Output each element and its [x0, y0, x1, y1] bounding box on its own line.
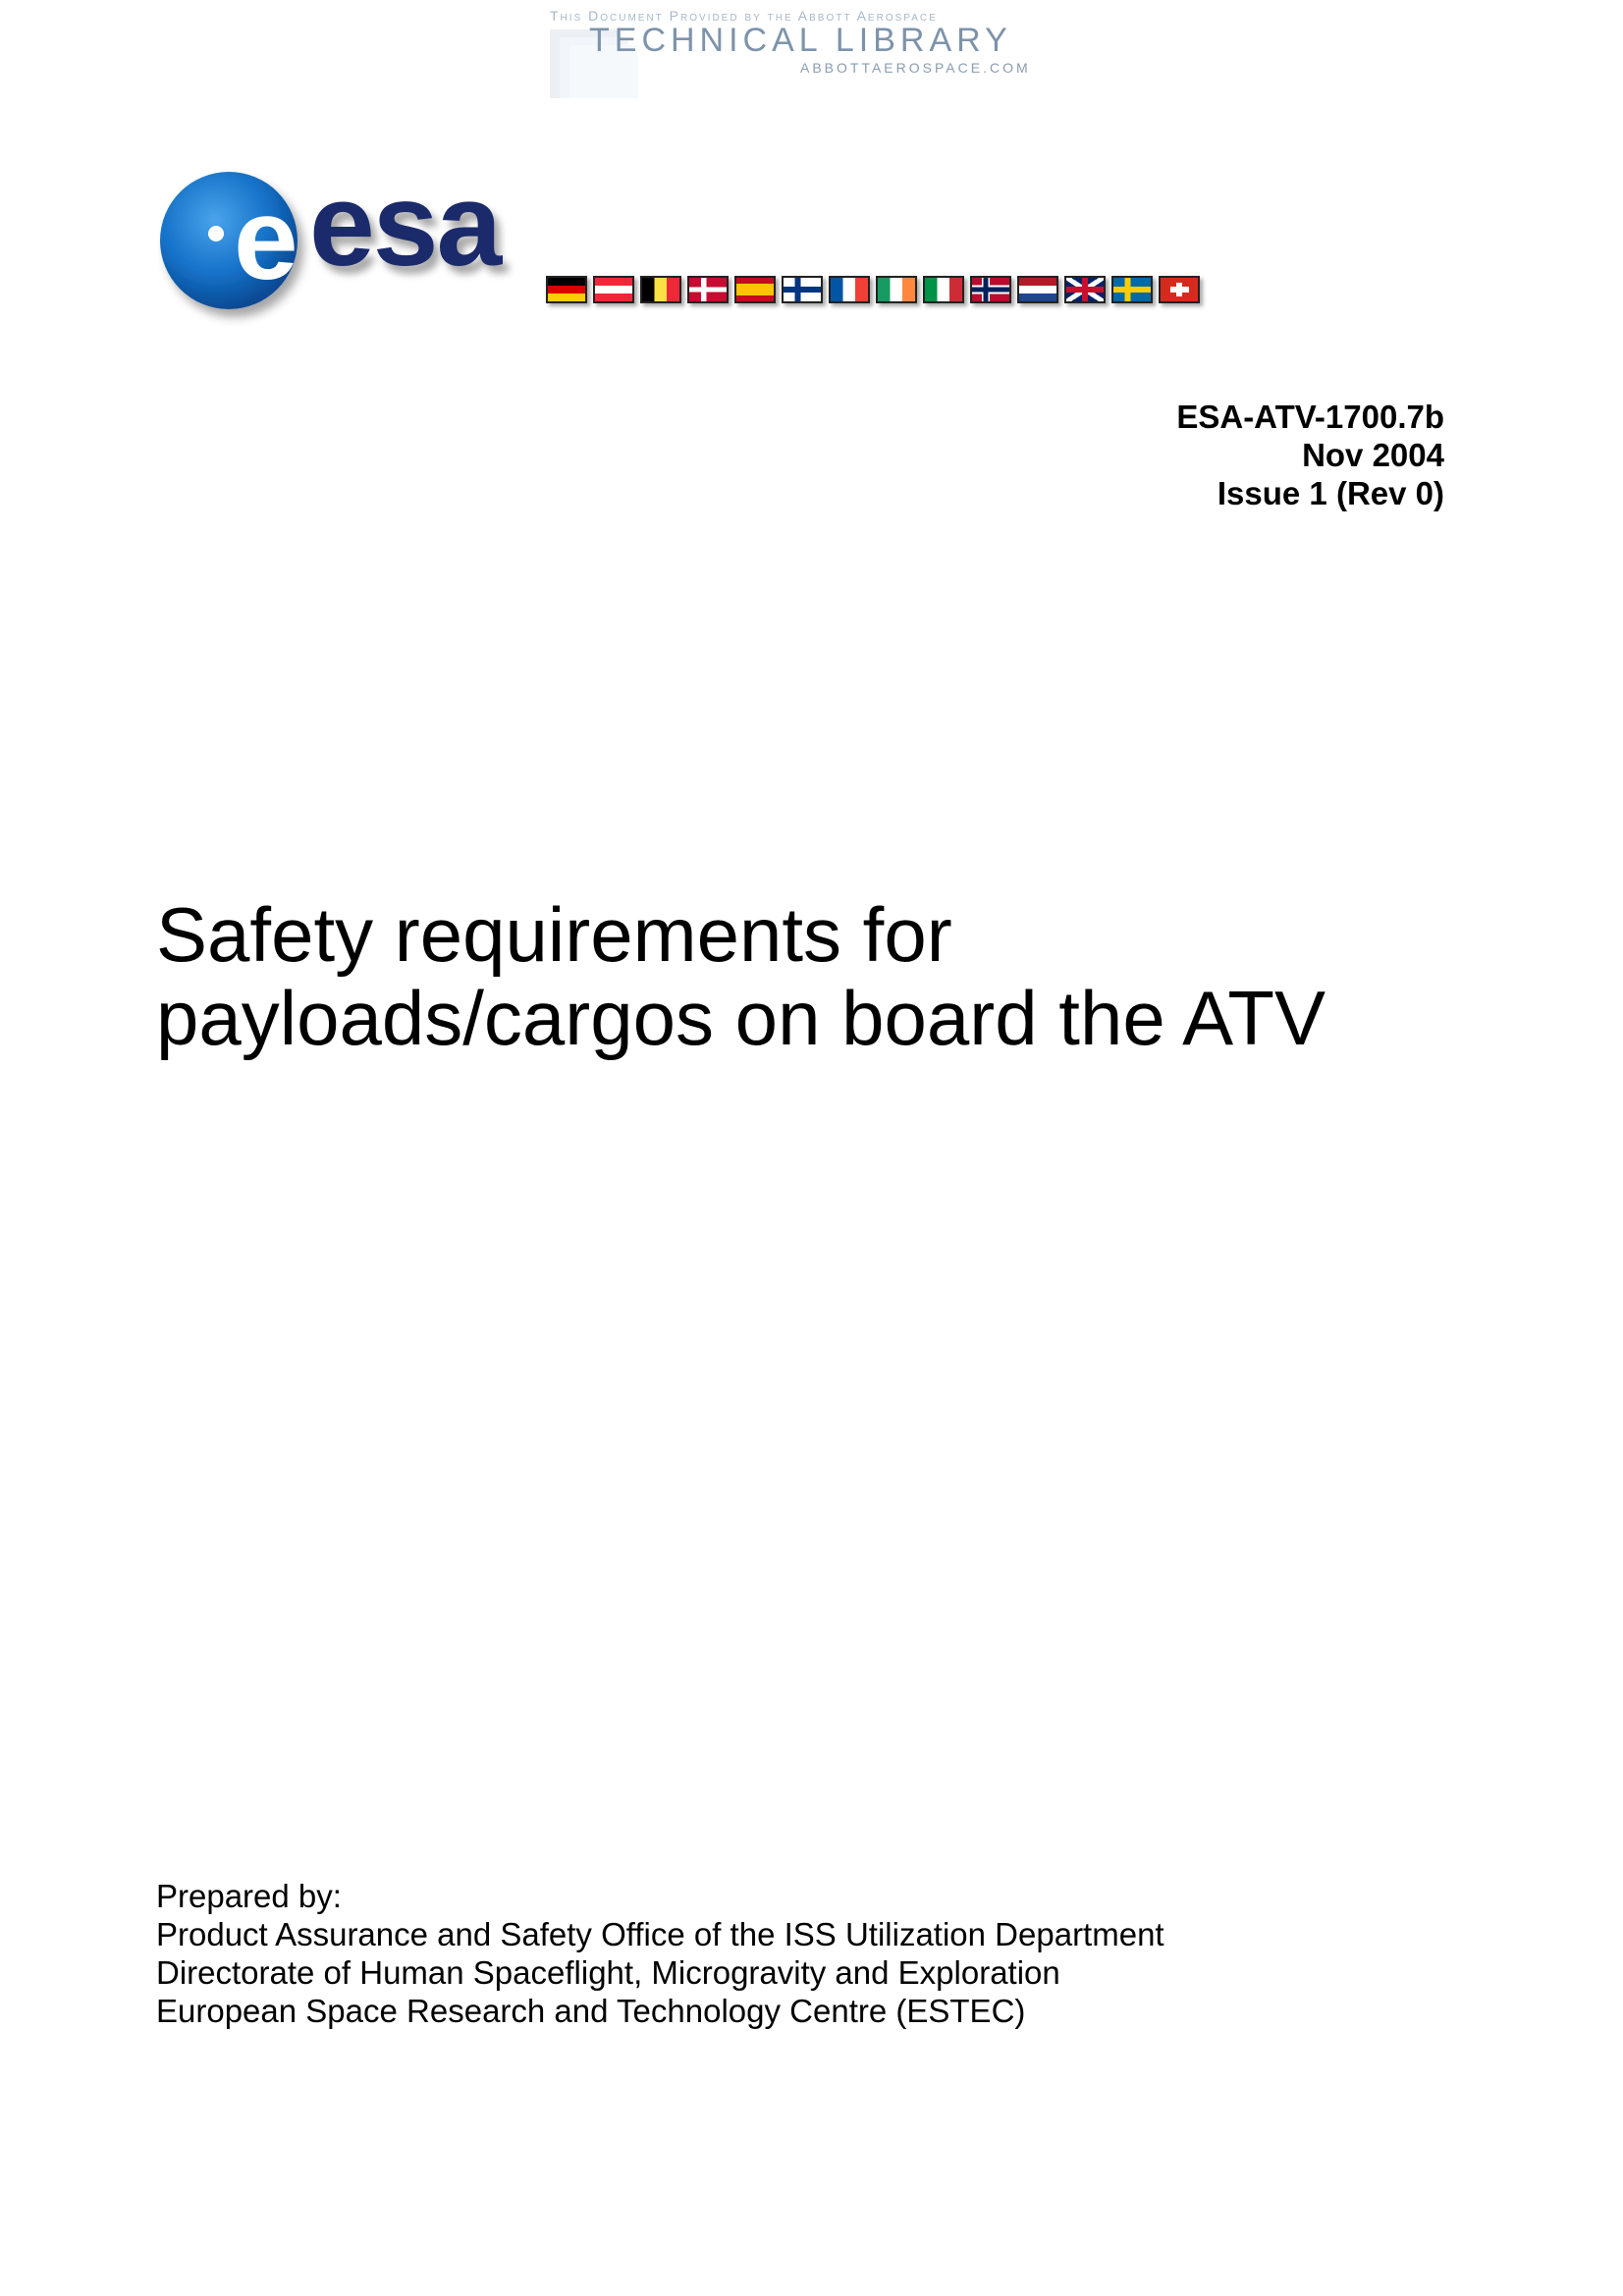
document-date: Nov 2004	[1302, 437, 1444, 473]
prepared-by-office: Product Assurance and Safety Office of the ISS Utilization Department	[156, 1916, 1164, 1952]
title-line-2: payloads/cargos on board the ATV	[156, 975, 1325, 1061]
watermark-header	[545, 4, 1065, 112]
flag-finland-icon	[782, 276, 823, 303]
watermark-title: TECHNICAL LIBRARY	[589, 22, 1012, 59]
flag-italy-icon	[923, 276, 964, 303]
flag-switzerland-icon	[1159, 276, 1200, 303]
prepared-by-block	[156, 1877, 1164, 2030]
flag-ireland-icon	[876, 276, 917, 303]
flag-denmark-icon	[687, 276, 729, 303]
prepared-by-centre: European Space Research and Technology Centre (ESTEC)	[156, 1993, 1026, 2029]
watermark-provided-by: This Document Provided by the Abbott Aerospace	[550, 8, 938, 24]
flag-germany-icon	[546, 276, 587, 303]
document-reference	[1176, 398, 1444, 512]
esa-logo	[157, 159, 1217, 336]
flag-austria-icon	[593, 276, 634, 303]
esa-wordmark: esa	[309, 159, 501, 291]
flag-sweden-icon	[1111, 276, 1153, 303]
flag-france-icon	[829, 276, 870, 303]
watermark-url: ABBOTTAEROSPACE.COM	[800, 60, 1031, 76]
document-title	[156, 893, 1325, 1060]
flag-spain-icon	[734, 276, 776, 303]
prepared-by-directorate: Directorate of Human Spaceflight, Microgravity and Exploration	[156, 1954, 1060, 1991]
flag-united-kingdom-icon	[1064, 276, 1106, 303]
document-issue: Issue 1 (Rev 0)	[1217, 475, 1444, 511]
document-number: ESA-ATV-1700.7b	[1176, 399, 1444, 435]
title-line-1: Safety requirements for	[156, 891, 952, 978]
svg-text:e: e	[234, 175, 298, 304]
flag-belgium-icon	[640, 276, 681, 303]
flag-norway-icon	[970, 276, 1011, 303]
flag-netherlands-icon	[1017, 276, 1058, 303]
prepared-by-label: Prepared by:	[156, 1878, 342, 1914]
member-state-flags	[546, 276, 1200, 303]
